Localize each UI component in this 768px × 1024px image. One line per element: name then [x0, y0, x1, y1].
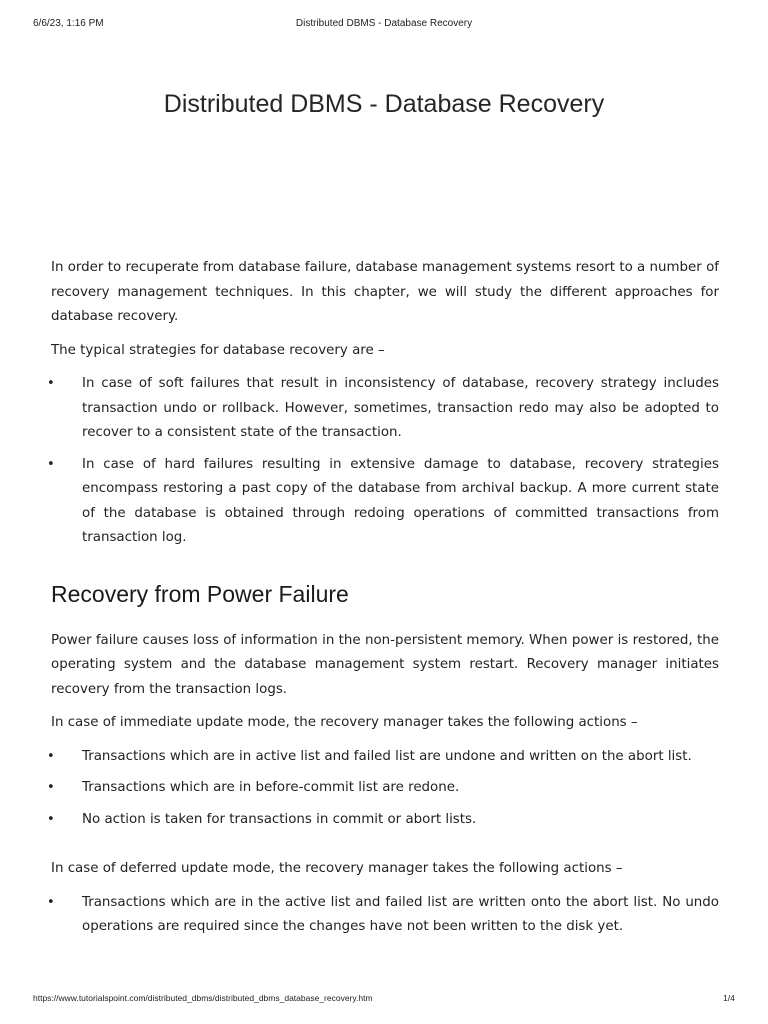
list-item-text: In case of hard failures resulting in extensive damage to database, recovery strategies encompass restoring a past copy of the database from archival backup. A more current state of the database is obtained through redoing operations of committed transactions from transaction log.	[82, 456, 719, 545]
list-item	[47, 808, 719, 833]
list-item-text: Transactions which are in before-commit list are redone.	[82, 780, 460, 795]
list-item-text: Transactions which are in the active list and failed list are written onto the abort list. No undo operations are required since the changes have not been written to the disk yet.	[82, 894, 719, 934]
print-header-title: Distributed DBMS - Database Recovery	[295, 18, 473, 29]
list-item	[47, 891, 719, 940]
list-item	[47, 372, 719, 446]
list-item-text: Transactions which are in active list and failed list are undone and written on the abort list.	[82, 748, 692, 764]
immediate-update-list	[47, 745, 719, 833]
source-url: https://www.tutorialspoint.com/distributed_dbms/distributed_dbms_database_recovery.htm	[33, 993, 373, 1003]
bullet-icon: •	[47, 894, 55, 910]
list-item	[47, 745, 719, 770]
bullet-icon: •	[47, 376, 55, 391]
bullet-icon: •	[47, 456, 55, 472]
immediate-update-intro: In case of immediate update mode, the recovery manager takes the following actions –	[51, 715, 638, 730]
intro-paragraph-1: In order to recuperate from database failure, database management systems resort to a number of recovery management techniques. In this chapter, we will study the different approaches for database recovery.	[51, 260, 719, 324]
page-number: 1/4	[723, 993, 735, 1003]
section-heading-power-failure: Recovery from Power Failure	[51, 580, 349, 607]
bullet-icon: •	[47, 748, 55, 764]
list-item	[47, 776, 719, 801]
list-item-text: No action is taken for transactions in commit or abort lists.	[82, 811, 477, 827]
power-failure-paragraph: Power failure causes loss of information in the non-persistent memory. When power is restored, the operating system and the database management system restart. Recovery manager initiates recovery from the transaction logs.	[51, 632, 719, 697]
bullet-icon: •	[47, 780, 55, 795]
bullet-icon: •	[47, 811, 55, 827]
deferred-update-intro: In case of deferred update mode, the recovery manager takes the following actions –	[51, 861, 623, 876]
print-header	[33, 18, 735, 32]
strategies-list	[47, 372, 719, 551]
page-title: Distributed DBMS - Database Recovery	[163, 90, 605, 118]
deferred-update-list	[47, 891, 719, 940]
print-footer	[33, 993, 735, 1005]
list-item-text: In case of soft failures that result in inconsistency of database, recovery strategy includes transaction undo or rollback. However, sometimes, transaction redo may also be adopted to recover to a consistent state of the transaction.	[82, 376, 719, 440]
intro-paragraph-2: The typical strategies for database recovery are –	[51, 342, 385, 358]
article-content	[47, 256, 719, 947]
list-item	[47, 453, 719, 551]
print-datetime: 6/6/23, 1:16 PM	[33, 18, 104, 29]
